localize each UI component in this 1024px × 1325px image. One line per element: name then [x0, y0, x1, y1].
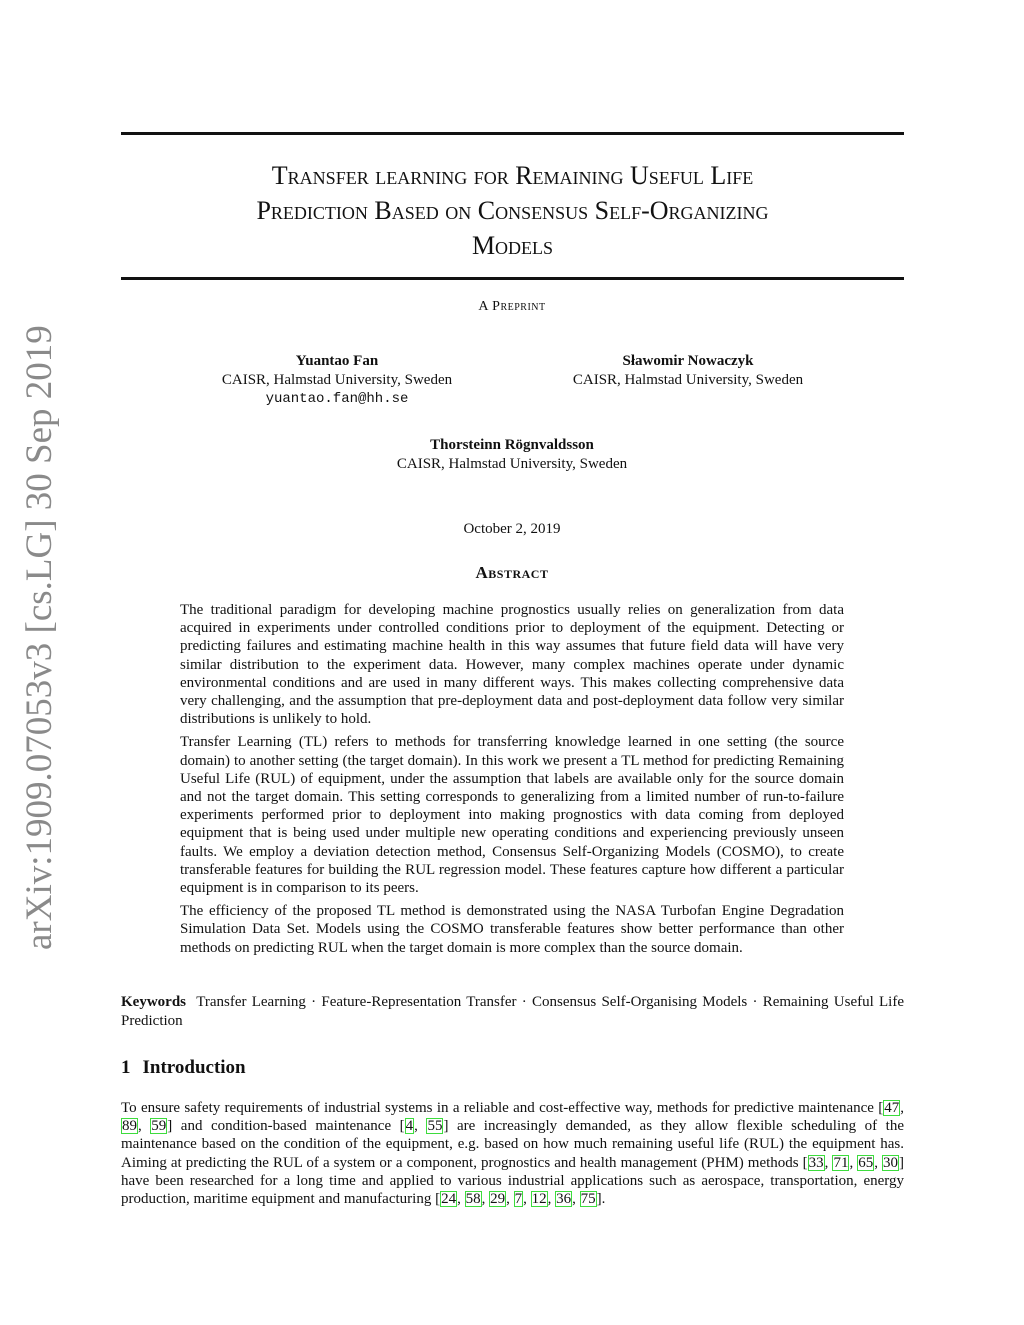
section-heading	[121, 1057, 246, 1079]
section-title: Introduction	[142, 1057, 246, 1078]
arxiv-identifier: arXiv:1909.07053v3 [cs.LG] 30 Sep 2019	[19, 325, 60, 950]
author-email[interactable]: yuantao.fan@hh.se	[265, 391, 409, 407]
title-rule-top	[121, 132, 904, 135]
keywords-label: Keywords	[121, 994, 186, 1010]
citation-link[interactable]: 36	[556, 1191, 572, 1208]
citation-link[interactable]: 55	[427, 1118, 443, 1135]
introduction-body	[121, 1099, 904, 1208]
intro-text: To ensure safety requirements of industrial systems in a reliable and cost-effective way, methods for predictive maintenance [	[121, 1100, 884, 1116]
keywords-list: Transfer Learning · Feature-Representation Transfer · Consensus Self-Organising Models · Remaining Useful Life Prediction	[121, 994, 904, 1029]
intro-text: ] and condition-based maintenance [	[167, 1118, 405, 1135]
citation-link[interactable]: 33	[808, 1154, 824, 1171]
citation-link[interactable]: 75	[580, 1191, 596, 1208]
author-affiliation: CAISR, Halmstad University, Sweden	[396, 456, 628, 472]
citation-link[interactable]: 58	[465, 1191, 481, 1208]
section-number: 1	[121, 1057, 131, 1078]
author-block	[357, 436, 667, 474]
title-line: Models	[471, 231, 554, 260]
title-line: Transfer learning for Remaining Useful Life	[271, 161, 754, 190]
title-line: Prediction Based on Consensus Self-Organizing	[256, 196, 769, 225]
author-affiliation: CAISR, Halmstad University, Sweden	[221, 372, 453, 388]
citation-link[interactable]: 12	[531, 1191, 547, 1208]
arxiv-margin-stamp	[10, 325, 70, 950]
author-name: Yuantao Fan	[295, 353, 379, 369]
citation-link[interactable]: 71	[833, 1154, 849, 1171]
citation-link[interactable]: 59	[151, 1118, 167, 1135]
citation-link[interactable]: 29	[490, 1191, 506, 1208]
author-block	[533, 352, 843, 390]
abstract-heading: Abstract	[475, 563, 549, 582]
abstract-paragraph: The traditional paradigm for developing machine prognostics usually relies on generalization from data acquired in experiments under controlled conditions prior to deployment of the equipment. Detecting or predicting failures and estimating machine health in this way assumes that future field data will have very similar distribution to the experiment data. However, many complex machines operate under dynamic environmental conditions and are used in many different ways. This makes collecting comprehensive data very challenging, and the assumption that pre-deployment data and post-deployment data follow very similar distributions is unlikely to hold.	[180, 602, 844, 728]
preprint-label: A Preprint	[478, 299, 546, 314]
abstract-paragraph: Transfer Learning (TL) refers to methods for transferring knowledge learned in one setting (the source domain) to another setting (the target domain). In this work we present a TL method for predicting Remaining Useful Life (RUL) of equipment, under the assumption that labels are available only for the source domain and not the target domain. This setting corresponds to generalizing from a limited number of run-to-failure experiments performed prior to deployment into making prognostics with data coming from deployed equipment that is being used under multiple new operating conditions and experiencing previously unseen faults. We employ a deviation detection method, Consensus Self-Organizing Models (COSMO), to create transferable features for building the RUL regression model. These features capture how different a particular equipment is in comparison to its peers.	[180, 734, 844, 897]
citation-link[interactable]: 4	[405, 1118, 414, 1135]
abstract-paragraph: The efficiency of the proposed TL method is demonstrated using the NASA Turbofan Engine Degradation Simulation Data Set. Models using the COSMO transferable features show better performance than other methods on predicting RUL when the target domain is more complex than the source domain.	[180, 903, 844, 956]
citation-link[interactable]: 65	[858, 1154, 874, 1171]
author-affiliation: CAISR, Halmstad University, Sweden	[572, 372, 804, 388]
intro-text: ] have been researched for a long time and applied to various industrial applications such as aerospace, transportation, energy production, maritime equipment and manufacturing [	[121, 1154, 905, 1208]
citation-link[interactable]: 24	[441, 1191, 457, 1208]
author-block	[182, 352, 492, 409]
abstract-body	[180, 601, 844, 962]
citation-link[interactable]: 47	[884, 1100, 900, 1116]
keywords-block	[121, 993, 904, 1030]
citation-link[interactable]: 7	[514, 1191, 523, 1208]
citation-link[interactable]: 30	[883, 1154, 899, 1171]
intro-text: ].	[596, 1191, 606, 1208]
intro-paragraph: To ensure safety requirements of industrial systems in a reliable and cost-effective way, methods for predictive maintenance [47, 89, 59] and condition-based maintenance [4, 55] are increasingly demanded, as they allow flexible scheduling of the maintenance based on the condition of the equipment, e.g. based on how much remaining useful life (RUL) the equipment has. Aiming at predicting the RUL of a system or a component, prognostics and health management (PHM) methods [33, 71, 65, 30] have been researched for a long time and applied to various industrial applications such as aerospace, transportation, energy production, maritime equipment and manufacturing [24, 58, 29, 7, 12, 36, 75].	[121, 1100, 905, 1208]
citation-link[interactable]: 89	[122, 1118, 137, 1135]
author-name: Thorsteinn Rögnvaldsson	[430, 437, 594, 453]
author-name: Sławomir Nowaczyk	[622, 353, 754, 369]
paper-title	[121, 158, 904, 263]
intro-text: ] are increasingly demanded, as they allow flexible scheduling of the maintenance based on the condition of the equipment, e.g. based on how much remaining useful life (RUL) the equipment has. Aiming at predicting the RUL of a system or a component, prognostics and health management (PHM) methods [	[121, 1118, 905, 1171]
title-rule-bottom	[121, 277, 904, 280]
publication-date: October 2, 2019	[463, 521, 561, 537]
